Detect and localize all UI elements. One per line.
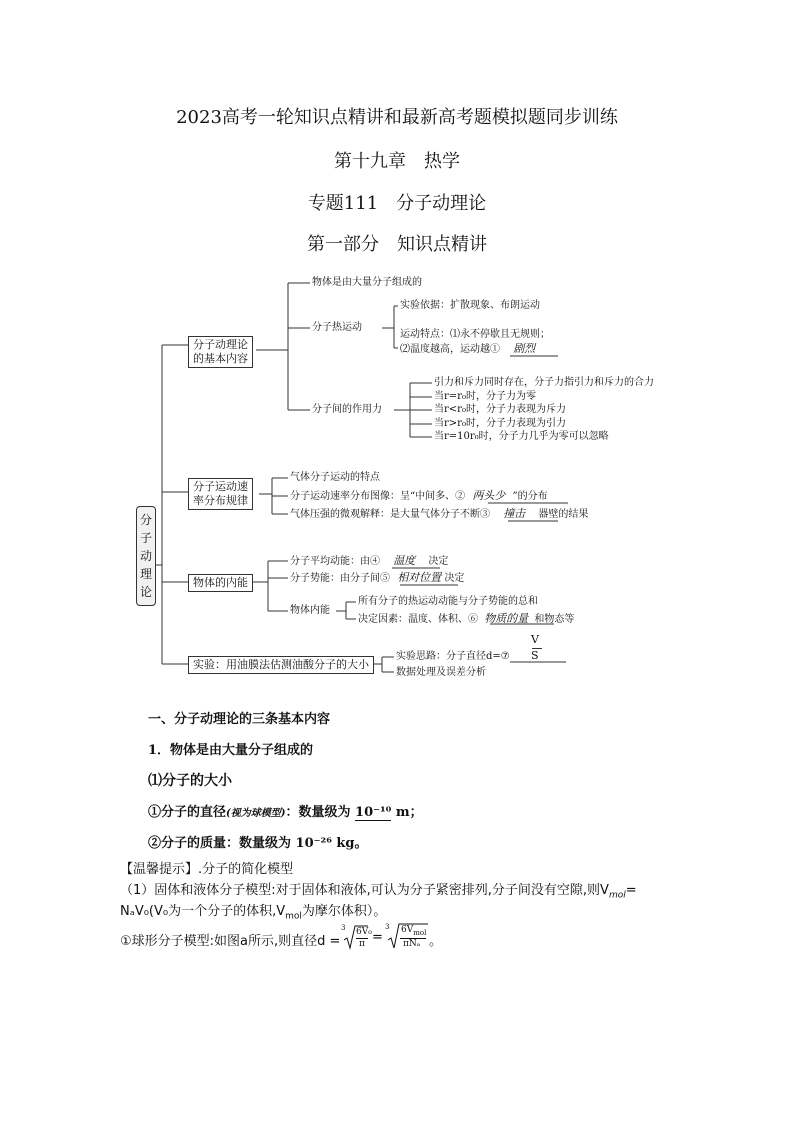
answer-3: 撞击: [503, 507, 526, 520]
text: （1）固体和液体分子模型:对于固体和液体,可认为分子紧密排列,分子间没有空隙,则V: [120, 883, 609, 898]
section-heading: 一、分子动理论的三条基本内容: [148, 712, 331, 727]
node-energy-sum: 所有分子的热运动动能与分子势能的总和: [358, 596, 538, 607]
branch-label-line2: 率分布规律: [193, 494, 248, 507]
tip-label: 【温馨提示】: [120, 862, 199, 877]
unit: m；: [395, 805, 423, 820]
mindmap-root-label: 分子动理论: [140, 513, 153, 599]
branch-oil-film-experiment: [188, 656, 374, 674]
text: ①分子的直径: [148, 805, 227, 820]
mass-value: 10⁻²⁶: [295, 836, 332, 851]
tip-text: .分子的简化模型: [198, 862, 294, 877]
branch-label: 物体的内能: [193, 576, 248, 589]
equals: =: [625, 883, 637, 898]
branch-label-line1: 分子动理论: [193, 338, 248, 351]
branch-speed-distribution: [188, 478, 253, 510]
item-heading: ⑴分子的大小: [148, 773, 232, 789]
tip-line-1: [120, 879, 637, 901]
node-intermolecular-force: 分子间的作用力: [312, 404, 382, 415]
branch-label-line1: 分子运动速: [193, 480, 248, 493]
node-text: 分子势能：由分子间⑤: [290, 573, 390, 584]
answer-2: 两头少: [472, 489, 506, 502]
branch-label: 实验：用油膜法估测油酸分子的大小: [193, 658, 369, 671]
molecule-diameter-line: [148, 801, 423, 820]
node-gas-motion: 气体分子运动的特点: [290, 472, 380, 483]
node-text: 气体压强的微观解释：是大量气体分子不断③: [290, 509, 490, 520]
node-determining-factors: [358, 613, 574, 626]
fraction-2-numerator: [401, 925, 426, 937]
node-text-end: 决定: [444, 573, 465, 584]
sphere-model-line: [120, 930, 340, 949]
answer-1: 剧烈: [513, 342, 536, 355]
answer-4: 温度: [393, 554, 416, 567]
diameter-value: 10⁻¹⁰: [355, 805, 392, 820]
node-composition: 物体是由大量分子组成的: [312, 277, 422, 288]
node-force-coexist: 引力和斥力同时存在，分子力指引力和斥力的合力: [434, 377, 654, 388]
node-data-analysis: 数据处理及误差分析: [396, 667, 486, 678]
node-text: 分子运动速率分布图像：呈“中间多、②: [290, 491, 466, 502]
fraction-1-numerator: 6V₀: [356, 927, 372, 937]
tip-header: [120, 858, 293, 877]
subscript: mol: [413, 928, 427, 937]
branch-basic-content: [188, 336, 253, 368]
node-potential: [290, 572, 464, 585]
node-force-repulsive: 当r<r₀时，分子力表现为斥力: [434, 404, 566, 415]
document-title: 2023高考一轮知识点精讲和最新高考题模拟题同步训练: [176, 107, 618, 128]
subscript: mol: [608, 890, 626, 901]
node-speed-graph: [290, 490, 548, 503]
answer-5: 相对位置: [397, 571, 442, 584]
text-end: 为摩尔体积）。: [301, 904, 387, 919]
chapter-title: 第十九章 热学: [334, 151, 460, 172]
fraction-1-denominator: π: [359, 939, 365, 949]
note: (视为球模型): [226, 808, 286, 819]
node-text-end: 决定: [428, 556, 449, 567]
tip-line-2: [120, 900, 386, 922]
branch-label-line2: 的基本内容: [193, 352, 248, 365]
molecule-mass-line: [148, 832, 368, 851]
num: 6V: [401, 925, 414, 935]
node-experiment-idea: 实验思路：分子直径d=⑦: [396, 651, 510, 662]
node-text-end: ”的分布: [512, 491, 548, 502]
answer-6: 物质的量: [484, 612, 529, 625]
node-thermal-motion: 分子热运动: [312, 322, 362, 333]
fraction-2-denominator: πNₐ: [403, 939, 421, 949]
node-pressure: [290, 508, 588, 521]
node-text: 决定因素：温度、体积、⑥: [358, 614, 478, 625]
cube-root-index-1: 3: [341, 924, 346, 932]
part-title: 第一部分 知识点精讲: [307, 234, 487, 255]
node-force-attractive: 当r>r₀时，分子力表现为引力: [434, 418, 566, 429]
text: ②分子的质量：数量级为: [148, 836, 292, 851]
cube-root-index-2: 3: [385, 923, 390, 931]
subscript: mol: [285, 911, 302, 922]
subsection-heading: 1．物体是由大量分子组成的: [148, 743, 314, 758]
text: ：数量级为: [285, 805, 351, 820]
node-force-zero: 当r=r₀时，分子力为零: [434, 391, 536, 402]
text: NₐV₀(V₀为一个分子的体积,V: [120, 904, 286, 919]
node-object-energy: 物体内能: [290, 605, 330, 616]
node-text-end: 和物态等: [534, 614, 575, 625]
equals-sign: =: [372, 930, 383, 945]
branch-internal-energy: [188, 574, 253, 592]
sentence-end: 。: [429, 934, 443, 949]
node-motion-features: 运动特点：⑴永不停歇且无规则；: [400, 329, 550, 340]
node-text-end: 器壁的结果: [538, 509, 589, 520]
node-temperature-effect: [400, 343, 535, 356]
unit: kg。: [336, 836, 368, 851]
node-text: ⑵温度越高，运动越①: [400, 344, 500, 355]
text: ①球形分子模型:如图a所示,则直径d =: [120, 934, 341, 949]
node-text: 分子平均动能：由④: [290, 556, 380, 567]
mindmap-root: [136, 506, 156, 606]
topic-title: 专题111 分子动理论: [307, 193, 487, 214]
answer-7-numerator: V: [531, 633, 539, 646]
node-experimental-basis: 实验依据：扩散现象、布朗运动: [400, 300, 540, 311]
answer-7-denominator: S: [531, 649, 539, 662]
node-force-negligible: 当r=10r₀时，分子力几乎为零可以忽略: [434, 431, 609, 442]
node-avg-kinetic: [290, 555, 448, 568]
